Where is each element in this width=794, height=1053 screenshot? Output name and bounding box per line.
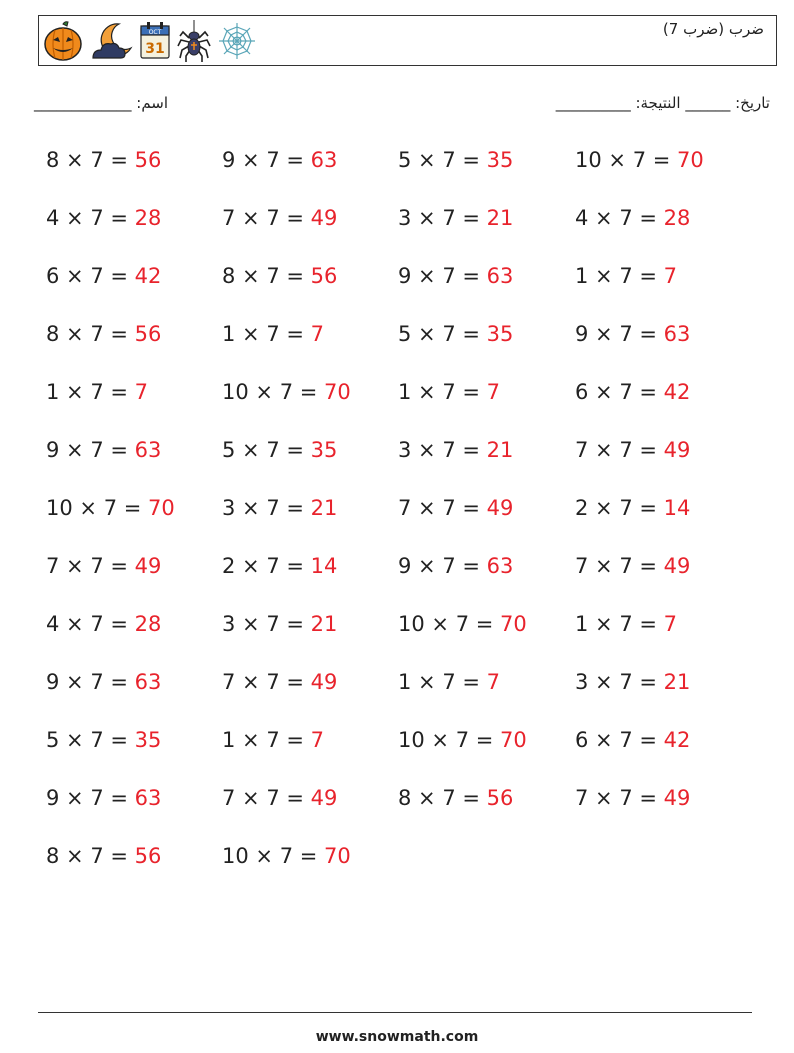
factor-b: 7 <box>455 612 470 636</box>
problem-item: 1 × 7 = 7 <box>575 612 678 636</box>
answer: 35 <box>486 322 514 346</box>
answer: 7 <box>486 380 501 404</box>
problem-item: 6 × 7 = 42 <box>46 264 162 288</box>
problem-item: 8 × 7 = 56 <box>46 322 162 346</box>
name-field: اسم: _____________ <box>34 94 169 112</box>
calendar-icon <box>139 20 171 62</box>
factor-b: 7 <box>266 264 280 288</box>
answer: 14 <box>310 554 338 578</box>
answer: 35 <box>310 438 338 462</box>
answer: 28 <box>134 612 162 636</box>
factor-a: 8 <box>222 264 236 288</box>
factor-a: 3 <box>222 612 236 636</box>
factor-a: 10 <box>222 380 249 404</box>
factor-a: 8 <box>398 786 412 810</box>
problem-item: 9 × 7 = 63 <box>398 264 514 288</box>
answer: 70 <box>500 612 527 636</box>
answer: 49 <box>663 438 691 462</box>
factor-a: 8 <box>46 844 60 868</box>
answer: 63 <box>486 264 514 288</box>
factor-a: 1 <box>398 380 412 404</box>
answer: 49 <box>663 554 691 578</box>
answer: 49 <box>663 786 691 810</box>
factor-a: 3 <box>575 670 589 694</box>
factor-b: 7 <box>90 670 104 694</box>
problem-item: 10 × 7 = 70 <box>222 844 351 868</box>
factor-b: 7 <box>90 206 104 230</box>
answer: 7 <box>134 380 149 404</box>
problem-item: 4 × 7 = 28 <box>46 206 162 230</box>
answer: 21 <box>486 206 514 230</box>
answer: 7 <box>486 670 501 694</box>
answer: 35 <box>134 728 162 752</box>
factor-b: 7 <box>266 322 280 346</box>
factor-b: 7 <box>619 496 633 520</box>
factor-a: 1 <box>575 264 589 288</box>
answer: 42 <box>663 728 691 752</box>
problem-item: 3 × 7 = 21 <box>222 612 338 636</box>
answer: 56 <box>134 148 162 172</box>
answer: 49 <box>134 554 162 578</box>
problem-item: 1 × 7 = 7 <box>398 380 501 404</box>
answer: 7 <box>663 612 678 636</box>
svg-text:31: 31 <box>145 41 165 57</box>
problem-item: 5 × 7 = 35 <box>46 728 162 752</box>
factor-a: 10 <box>222 844 249 868</box>
answer: 21 <box>310 496 338 520</box>
problem-item: 1 × 7 = 7 <box>46 380 149 404</box>
factor-a: 7 <box>575 438 589 462</box>
answer: 63 <box>134 670 162 694</box>
factor-b: 7 <box>455 728 470 752</box>
factor-a: 6 <box>575 728 589 752</box>
answer: 63 <box>134 438 162 462</box>
answer: 70 <box>677 148 704 172</box>
problem-item: 1 × 7 = 7 <box>222 728 325 752</box>
factor-b: 7 <box>442 670 456 694</box>
problem-item: 7 × 7 = 49 <box>222 206 338 230</box>
factor-b: 7 <box>90 612 104 636</box>
factor-b: 7 <box>90 554 104 578</box>
problem-item: 10 × 7 = 70 <box>46 496 175 520</box>
problem-item: 5 × 7 = 35 <box>398 322 514 346</box>
factor-a: 1 <box>575 612 589 636</box>
spiderweb-icon <box>217 21 257 61</box>
moon-cloud-icon <box>89 20 133 62</box>
factor-a: 9 <box>575 322 589 346</box>
problem-item: 9 × 7 = 63 <box>575 322 691 346</box>
problem-item: 2 × 7 = 14 <box>575 496 691 520</box>
factor-a: 4 <box>46 206 60 230</box>
problem-item: 3 × 7 = 21 <box>398 438 514 462</box>
problem-item: 1 × 7 = 7 <box>575 264 678 288</box>
answer: 21 <box>486 438 514 462</box>
problem-item: 5 × 7 = 35 <box>222 438 338 462</box>
header-box <box>38 15 777 66</box>
factor-b: 7 <box>442 148 456 172</box>
problem-item: 3 × 7 = 21 <box>398 206 514 230</box>
answer: 42 <box>663 380 691 404</box>
problem-item: 7 × 7 = 49 <box>575 438 691 462</box>
problem-item: 8 × 7 = 56 <box>222 264 338 288</box>
pumpkin-icon <box>43 20 83 62</box>
factor-b: 7 <box>619 264 633 288</box>
factor-b: 7 <box>619 612 633 636</box>
factor-a: 7 <box>398 496 412 520</box>
problem-item: 10 × 7 = 70 <box>398 728 527 752</box>
factor-a: 8 <box>46 322 60 346</box>
factor-b: 7 <box>266 148 280 172</box>
factor-b: 7 <box>619 554 633 578</box>
problem-item: 1 × 7 = 7 <box>398 670 501 694</box>
factor-b: 7 <box>266 496 280 520</box>
factor-b: 7 <box>279 380 294 404</box>
factor-b: 7 <box>266 206 280 230</box>
answer: 28 <box>134 206 162 230</box>
problem-item: 6 × 7 = 42 <box>575 728 691 752</box>
problem-item: 7 × 7 = 49 <box>222 786 338 810</box>
factor-b: 7 <box>266 438 280 462</box>
problem-item: 10 × 7 = 70 <box>222 380 351 404</box>
factor-b: 7 <box>266 786 280 810</box>
factor-b: 7 <box>442 496 456 520</box>
factor-b: 7 <box>90 438 104 462</box>
factor-b: 7 <box>619 322 633 346</box>
factor-b: 7 <box>90 322 104 346</box>
worksheet-title: ضرب (ضرب 7) <box>662 20 764 38</box>
problem-item: 7 × 7 = 49 <box>398 496 514 520</box>
factor-a: 7 <box>575 786 589 810</box>
footer-divider <box>38 1012 752 1013</box>
factor-b: 7 <box>619 670 633 694</box>
factor-a: 4 <box>46 612 60 636</box>
answer: 7 <box>310 322 325 346</box>
problem-item: 7 × 7 = 49 <box>575 554 691 578</box>
factor-b: 7 <box>266 612 280 636</box>
answer: 70 <box>500 728 527 752</box>
factor-b: 7 <box>619 786 633 810</box>
factor-a: 9 <box>398 554 412 578</box>
factor-a: 3 <box>398 438 412 462</box>
problem-item: 9 × 7 = 63 <box>46 786 162 810</box>
answer: 7 <box>663 264 678 288</box>
factor-a: 1 <box>46 380 60 404</box>
factor-b: 7 <box>90 380 104 404</box>
factor-b: 7 <box>90 148 104 172</box>
factor-a: 9 <box>398 264 412 288</box>
answer: 49 <box>310 670 338 694</box>
problem-item: 7 × 7 = 49 <box>46 554 162 578</box>
problem-item: 6 × 7 = 42 <box>575 380 691 404</box>
spider-icon <box>177 20 211 62</box>
factor-a: 10 <box>398 612 425 636</box>
factor-a: 3 <box>398 206 412 230</box>
factor-b: 7 <box>619 206 633 230</box>
factor-a: 5 <box>398 148 412 172</box>
svg-text:OCT: OCT <box>148 29 162 36</box>
factor-a: 2 <box>222 554 236 578</box>
answer: 21 <box>663 670 691 694</box>
factor-a: 5 <box>46 728 60 752</box>
problem-item: 7 × 7 = 49 <box>575 786 691 810</box>
problem-item: 8 × 7 = 56 <box>46 148 162 172</box>
problem-item: 8 × 7 = 56 <box>398 786 514 810</box>
factor-a: 4 <box>575 206 589 230</box>
factor-b: 7 <box>442 322 456 346</box>
score-date-field: تاريخ: ______ النتيجة: __________ <box>555 94 770 112</box>
problem-item: 9 × 7 = 63 <box>398 554 514 578</box>
factor-b: 7 <box>632 148 647 172</box>
factor-a: 7 <box>222 670 236 694</box>
factor-b: 7 <box>266 554 280 578</box>
factor-b: 7 <box>266 670 280 694</box>
factor-a: 7 <box>222 786 236 810</box>
problem-item: 4 × 7 = 28 <box>46 612 162 636</box>
factor-a: 6 <box>575 380 589 404</box>
factor-a: 5 <box>398 322 412 346</box>
answer: 63 <box>486 554 514 578</box>
factor-b: 7 <box>266 728 280 752</box>
problem-item: 9 × 7 = 63 <box>46 438 162 462</box>
factor-b: 7 <box>90 264 104 288</box>
factor-a: 8 <box>46 148 60 172</box>
answer: 49 <box>310 206 338 230</box>
answer: 70 <box>324 844 351 868</box>
answer: 56 <box>134 844 162 868</box>
problem-item: 9 × 7 = 63 <box>222 148 338 172</box>
factor-b: 7 <box>90 786 104 810</box>
factor-b: 7 <box>103 496 118 520</box>
answer: 63 <box>134 786 162 810</box>
answer: 56 <box>134 322 162 346</box>
factor-b: 7 <box>442 380 456 404</box>
answer: 70 <box>148 496 175 520</box>
problem-item: 4 × 7 = 28 <box>575 206 691 230</box>
answer: 56 <box>310 264 338 288</box>
factor-a: 9 <box>46 670 60 694</box>
factor-b: 7 <box>619 380 633 404</box>
answer: 49 <box>486 496 514 520</box>
factor-a: 10 <box>575 148 602 172</box>
factor-a: 1 <box>222 728 236 752</box>
problem-item: 1 × 7 = 7 <box>222 322 325 346</box>
answer: 42 <box>134 264 162 288</box>
problem-item: 2 × 7 = 14 <box>222 554 338 578</box>
factor-b: 7 <box>442 206 456 230</box>
factor-a: 9 <box>46 786 60 810</box>
factor-a: 3 <box>222 496 236 520</box>
factor-a: 7 <box>222 206 236 230</box>
answer: 28 <box>663 206 691 230</box>
answer: 63 <box>310 148 338 172</box>
problem-item: 3 × 7 = 21 <box>575 670 691 694</box>
answer: 63 <box>663 322 691 346</box>
answer: 49 <box>310 786 338 810</box>
factor-a: 7 <box>46 554 60 578</box>
factor-b: 7 <box>442 264 456 288</box>
factor-a: 9 <box>222 148 236 172</box>
answer: 7 <box>310 728 325 752</box>
problem-item: 10 × 7 = 70 <box>575 148 704 172</box>
factor-b: 7 <box>619 728 633 752</box>
problem-item: 3 × 7 = 21 <box>222 496 338 520</box>
factor-b: 7 <box>279 844 294 868</box>
factor-b: 7 <box>90 728 104 752</box>
answer: 56 <box>486 786 514 810</box>
factor-a: 10 <box>398 728 425 752</box>
problem-item: 5 × 7 = 35 <box>398 148 514 172</box>
factor-a: 10 <box>46 496 73 520</box>
factor-b: 7 <box>442 786 456 810</box>
answer: 21 <box>310 612 338 636</box>
factor-a: 1 <box>222 322 236 346</box>
factor-b: 7 <box>90 844 104 868</box>
problem-item: 7 × 7 = 49 <box>222 670 338 694</box>
factor-a: 6 <box>46 264 60 288</box>
problem-item: 10 × 7 = 70 <box>398 612 527 636</box>
factor-a: 9 <box>46 438 60 462</box>
factor-a: 2 <box>575 496 589 520</box>
factor-b: 7 <box>442 554 456 578</box>
answer: 14 <box>663 496 691 520</box>
answer: 35 <box>486 148 514 172</box>
icon-strip <box>43 20 257 62</box>
factor-b: 7 <box>442 438 456 462</box>
problem-item: 8 × 7 = 56 <box>46 844 162 868</box>
factor-b: 7 <box>619 438 633 462</box>
factor-a: 1 <box>398 670 412 694</box>
answer: 70 <box>324 380 351 404</box>
factor-a: 7 <box>575 554 589 578</box>
website-footer: www.snowmath.com <box>315 1029 479 1045</box>
factor-a: 5 <box>222 438 236 462</box>
problem-item: 9 × 7 = 63 <box>46 670 162 694</box>
